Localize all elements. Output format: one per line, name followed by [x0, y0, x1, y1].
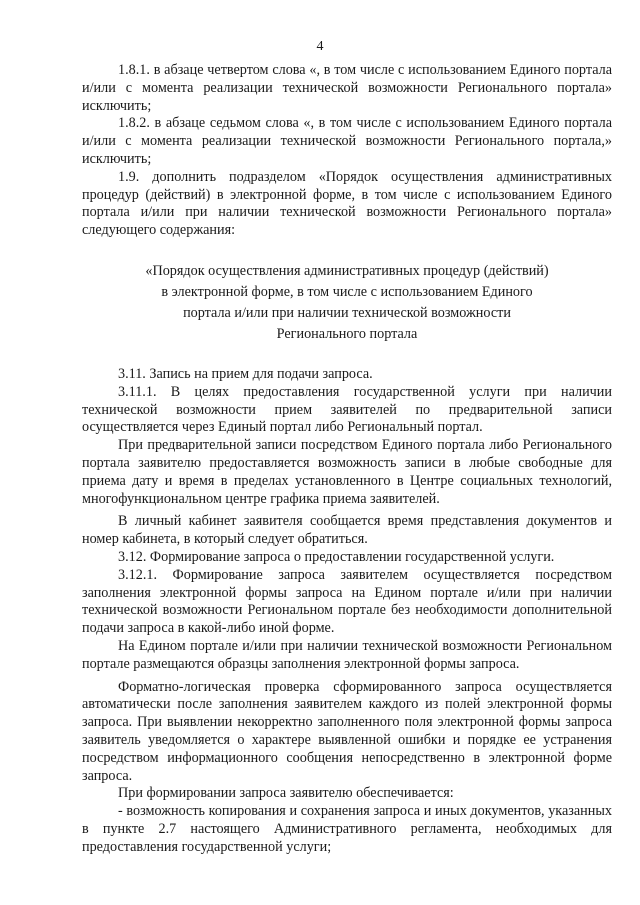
paragraph-1-9: 1.9. дополнить подразделом «Порядок осуществления административных процедур (действий) в электронной форме, в том числе с использованием Единого портала и/или при наличии технической возможности Регионального портала» следующего содержания: [82, 168, 612, 239]
heading-line: «Порядок осуществления административных процедур (действий) [145, 262, 549, 279]
subsection-heading [82, 261, 612, 345]
heading-line: в электронной форме, в том числе с использованием Единого [161, 283, 533, 300]
paragraph-3-11-1: 3.11.1. В целях предоставления государственной услуги при наличии технической возможности прием заявителей по предварительной записи осуществляется через Единый портал либо Региональный портал. [82, 383, 612, 436]
heading-line: портала и/или при наличии технической возможности [183, 304, 511, 321]
paragraph-copy-save: - возможность копирования и сохранения запроса и иных документов, указанных в пункте 2.7 настоящего Административного регламента, необходимых для предоставления государственной услуги; [82, 803, 612, 855]
paragraph-3-12: 3.12. Формирование запроса о предоставлении государственной услуги. [118, 548, 555, 565]
page-number: 4 [316, 39, 324, 54]
paragraph-pre-registration: При предварительной записи посредством Единого портала либо Регионального портала заявителю предоставляется возможность записи в любые свободные для приема дату и время в пределах установленного в Центре социальных технологий, многофункциональном центре графика приема заявителей. [82, 437, 612, 507]
document-body [82, 62, 612, 856]
paragraph-personal-account: В личный кабинет заявителя сообщается время представления документов и номер кабинета, в который следует обратиться. [82, 513, 612, 548]
paragraph-3-11: 3.11. Запись на прием для подачи запроса. [118, 365, 373, 382]
heading-line: Регионального портала [276, 325, 418, 342]
paragraph-provided: При формировании запроса заявителю обеспечивается: [118, 785, 454, 802]
paragraph-1-8-1: 1.8.1. в абзаце четвертом слова «, в том числе с использованием Единого портала и/или с момента реализации технической возможности Регионального портала» исключить; [82, 62, 612, 114]
paragraph-samples: На Едином портале и/или при наличии технической возможности Региональном портале размещаются образцы заполнения электронной формы запроса. [82, 637, 612, 672]
paragraph-format-check: Форматно-логическая проверка сформированного запроса осуществляется автоматически после заполнения заявителем каждого из полей электронной формы запроса. При выявлении некорректно заполненного поля электронной формы запроса заявитель уведомляется о характере выявленной ошибки и порядке ее устранения посредством информационного сообщения непосредственно в электронной форме запроса. [82, 678, 612, 784]
paragraph-1-8-2: 1.8.2. в абзаце седьмом слова «, в том числе с использованием Единого портала и/или с момента реализации технической возможности Регионального портала,» исключить; [82, 115, 612, 167]
paragraph-3-12-1: 3.12.1. Формирование запроса заявителем осуществляется посредством заполнения электронной формы запроса на Едином портале и/или при наличии технической возможности Региональном портале без необходимости дополнительной подачи запроса в какой-либо иной форме. [82, 566, 612, 637]
